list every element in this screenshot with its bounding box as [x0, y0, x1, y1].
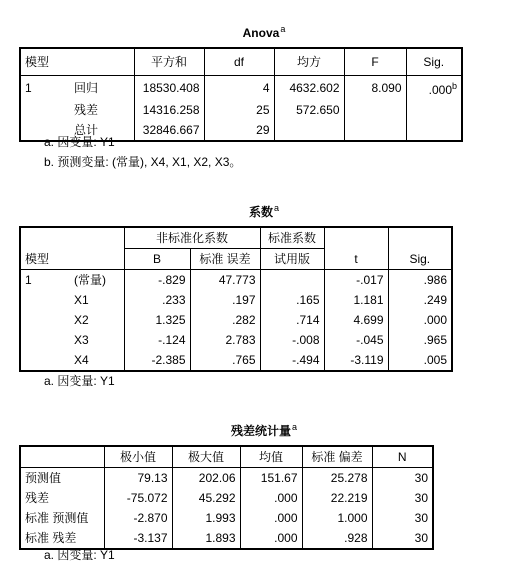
coefficients-cell: .197 [190, 290, 260, 310]
anova-row-label: 回归 [74, 81, 99, 95]
residuals-cell: 1.000 [302, 508, 372, 528]
anova-cell: 14316.258 [134, 100, 204, 120]
residuals-cell: 30 [414, 531, 428, 545]
coefficients-cell: -.494 [260, 350, 324, 371]
coefficients-cell: -.124 [124, 330, 190, 350]
coefficients-footnote: a. 因变量: Y1 [44, 374, 115, 388]
coefficients-cell: -.829 [124, 270, 190, 291]
anova-header-model: 模型 [20, 48, 134, 76]
residuals-cell: 202.06 [172, 468, 240, 489]
residuals-cell: 30 [414, 511, 428, 525]
anova-row-residual [20, 100, 462, 120]
anova-header-sig: Sig. [406, 48, 462, 76]
residuals-cell: .000 [240, 488, 302, 508]
coefficients-header-std: 标准系数 [260, 227, 324, 249]
anova-cell: 4 [204, 76, 274, 101]
anova-cell: 8.090 [344, 76, 406, 101]
residuals-cell: .000 [240, 528, 302, 549]
residuals-cell: 1.993 [172, 508, 240, 528]
residuals-cell: 25.278 [302, 468, 372, 489]
anova-row-label: 总计 [74, 123, 99, 137]
residuals-header-max: 极大值 [172, 446, 240, 468]
coefficients-cell: .765 [190, 350, 260, 371]
coefficients-header-t: t [324, 227, 388, 270]
coefficients-header-b: B [124, 249, 190, 270]
anova-header-ss: 平方和 [134, 48, 204, 76]
anova-cell: 32846.667 [134, 120, 204, 141]
coefficients-row [20, 270, 452, 291]
residuals-row [20, 488, 433, 508]
anova-cell [406, 100, 462, 120]
residuals-cell: 30 [414, 491, 428, 505]
anova-header-df: df [204, 48, 274, 76]
anova-cell [274, 120, 344, 141]
anova-cell-sig: .000$^b$ [428, 81, 458, 97]
anova-title: Anova$^a$ [242, 24, 286, 40]
coefficients-header-unstd: 非标准化系数 [124, 227, 260, 249]
residuals-cell: -3.137 [104, 528, 172, 549]
anova-row-label: 残差 [74, 103, 99, 117]
residuals-cell: .000 [240, 508, 302, 528]
coefficients-cell: -.045 [324, 330, 388, 350]
residuals-row [20, 508, 433, 528]
anova-row-regression [20, 76, 462, 101]
residuals-cell: 45.292 [172, 488, 240, 508]
coefficients-row [20, 310, 452, 330]
coefficients-row-label: X4 [74, 353, 89, 367]
anova-table [19, 47, 463, 142]
coefficients-cell: -.017 [324, 270, 388, 291]
residuals-title: 残差统计量$^a$ [230, 422, 298, 438]
residuals-table [19, 445, 434, 550]
coefficients-title: 系数$^a$ [248, 203, 280, 219]
residuals-row-label: 标准 残差 [20, 528, 104, 549]
anova-cell [406, 120, 462, 141]
residuals-cell: 22.219 [302, 488, 372, 508]
coefficients-row [20, 290, 452, 310]
anova-footnote-b: b. 预测变量: (常量), X4, X1, X2, X3。 [44, 155, 242, 169]
residuals-header-row [20, 446, 433, 468]
coefficients-cell: .714 [260, 310, 324, 330]
residuals-cell: 1.893 [172, 528, 240, 549]
coefficients-header-model: 模型 [20, 227, 124, 270]
coefficients-header-row-1 [20, 227, 452, 249]
residuals-row-label: 标准 预测值 [20, 508, 104, 528]
residuals-header-sd: 标准 偏差 [302, 446, 372, 468]
coefficients-cell: .233 [124, 290, 190, 310]
coefficients-cell: 2.783 [190, 330, 260, 350]
residuals-cell: -75.072 [104, 488, 172, 508]
anova-footnote-a: a. 因变量: Y1 [44, 135, 115, 149]
coefficients-header-sig: Sig. [388, 227, 452, 270]
coefficients-cell: .000 [423, 313, 448, 327]
anova-cell: 25 [204, 100, 274, 120]
anova-header-ms: 均方 [274, 48, 344, 76]
residuals-footnote: a. 因变量: Y1 [44, 548, 115, 562]
residuals-row-label: 残差 [20, 488, 104, 508]
residuals-header-min: 极小值 [104, 446, 172, 468]
anova-cell: 572.650 [274, 100, 344, 120]
coefficients-cell: 47.773 [190, 270, 260, 291]
coefficients-cell: .986 [423, 273, 448, 287]
coefficients-header-trial: 试用版 [260, 249, 324, 270]
residuals-cell: .928 [302, 528, 372, 549]
coefficients-cell: -2.385 [124, 350, 190, 371]
anova-cell [344, 120, 406, 141]
coefficients-cell: .965 [423, 333, 448, 347]
anova-cell: 4632.602 [274, 76, 344, 101]
coefficients-model-number: 1 [25, 273, 32, 287]
anova-cell: 18530.408 [134, 76, 204, 101]
coefficients-cell: -3.119 [324, 350, 388, 371]
coefficients-row [20, 330, 452, 350]
coefficients-row-label: X3 [74, 333, 89, 347]
anova-model-number: 1 [25, 81, 32, 95]
coefficients-row-label: (常量) [74, 273, 106, 287]
coefficients-cell: .249 [423, 293, 448, 307]
coefficients-row-label: X2 [74, 313, 89, 327]
coefficients-row-label: X1 [74, 293, 89, 307]
coefficients-cell: 1.181 [324, 290, 388, 310]
anova-cell [344, 100, 406, 120]
coefficients-cell: 1.325 [124, 310, 190, 330]
anova-header-row [20, 48, 462, 76]
coefficients-cell: .282 [190, 310, 260, 330]
residuals-cell: -2.870 [104, 508, 172, 528]
coefficients-cell: 4.699 [324, 310, 388, 330]
coefficients-cell: .165 [260, 290, 324, 310]
coefficients-cell: -.008 [260, 330, 324, 350]
residuals-cell: 30 [414, 471, 428, 485]
coefficients-cell [260, 270, 324, 291]
residuals-header-n: N [372, 446, 433, 468]
residuals-row-label: 预测值 [20, 468, 104, 489]
coefficients-header-se: 标准 误差 [190, 249, 260, 270]
residuals-header-mean: 均值 [240, 446, 302, 468]
residuals-cell: 79.13 [104, 468, 172, 489]
residuals-cell: 151.67 [240, 468, 302, 489]
anova-header-f: F [344, 48, 406, 76]
coefficients-row [20, 350, 452, 371]
residuals-row [20, 468, 433, 489]
coefficients-table [19, 226, 453, 372]
coefficients-cell: .005 [423, 353, 448, 367]
anova-cell: 29 [204, 120, 274, 141]
